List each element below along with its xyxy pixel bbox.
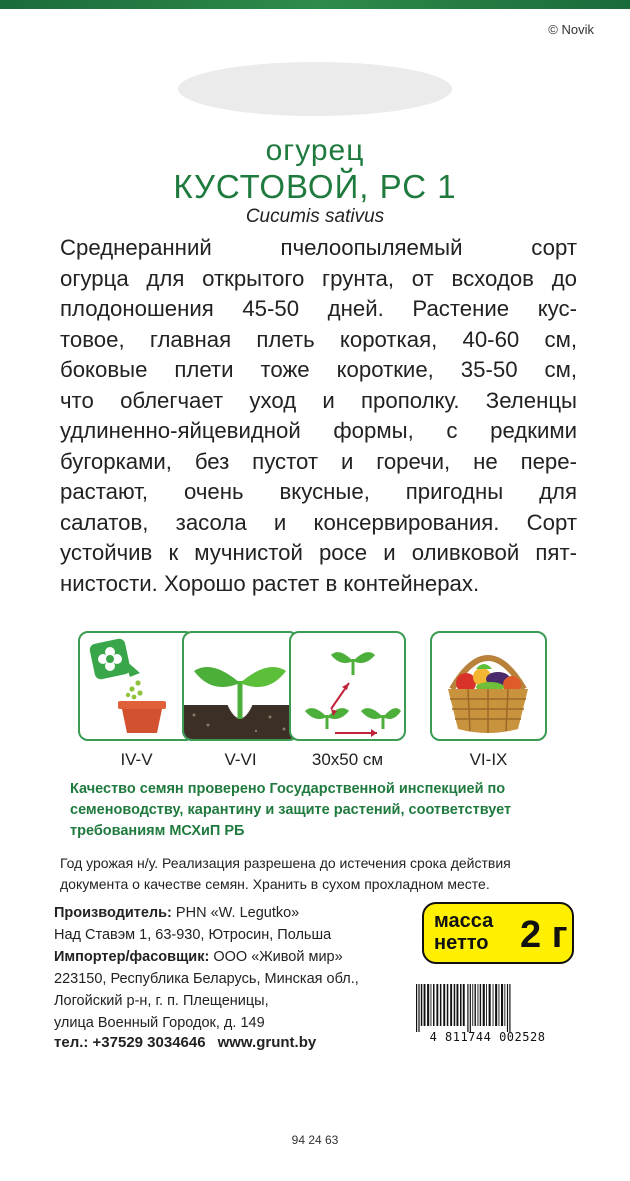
description <box>60 233 577 599</box>
description-line: растают, очень вкусные, пригодны для <box>60 479 577 504</box>
barcode-bar <box>443 984 445 1026</box>
importer-address-line: Логойский р-н, г. п. Плещеницы, <box>54 993 269 1009</box>
barcode-bar <box>436 984 438 1026</box>
planting-scheme-label: 30x50 см <box>311 750 384 769</box>
planting-scheme-icon <box>289 631 406 741</box>
barcode-number: 4 811744 002528 <box>429 1030 546 1044</box>
description-line: салатов, засола и консервирования. Сорт <box>60 509 577 535</box>
copyright: © Novik <box>548 22 594 37</box>
barcode-bar <box>507 984 508 1032</box>
barcode-bar <box>431 984 432 1026</box>
barcode-bar <box>416 984 417 1032</box>
website: www.grunt.by <box>217 1034 317 1051</box>
producer-info <box>54 902 404 1034</box>
barcode-bar <box>460 984 462 1026</box>
harvest-period-label: VI-IX <box>469 750 508 769</box>
phone: тел.: +37529 3034646 <box>54 1034 206 1051</box>
barcode-bar <box>433 984 435 1026</box>
barcode-bar <box>467 984 468 1032</box>
description-line: товое, главная плеть короткая, 40-60 см, <box>60 326 577 352</box>
barcode-bar <box>483 984 485 1026</box>
seedling-icon <box>182 631 299 741</box>
seed-pot-icon <box>78 631 195 741</box>
product-latin-name: Cucumis sativus <box>245 206 385 227</box>
barcode-bar <box>509 984 510 1032</box>
barcode-bar <box>424 984 426 1026</box>
barcode-bar <box>421 984 423 1026</box>
barcode-bar <box>454 984 456 1026</box>
barcode-bar <box>475 984 476 1026</box>
barcode-bar <box>486 984 487 1026</box>
transplant-period-label: V-VI <box>224 750 257 769</box>
barcode-bar <box>427 984 429 1026</box>
mass-word-2: нетто <box>434 932 489 954</box>
barcode-bar <box>499 984 500 1026</box>
description-line: плодоношения 45-50 дней. Растение кус- <box>60 296 577 321</box>
barcode-bar <box>495 984 497 1026</box>
description-line: бугорками, без пустот и горечи, не пере- <box>60 448 577 474</box>
producer-value: PHN «W. Legutko» <box>175 905 300 921</box>
barcode-bar <box>493 984 494 1026</box>
barcode-bar <box>440 984 442 1026</box>
product-name: КУСТОВОЙ, РС 1 <box>173 168 457 205</box>
sowing-period-label: IV-V <box>120 750 153 769</box>
description-line: боковые плети тоже короткие, 35-50 см, <box>60 357 577 382</box>
barcode-bar <box>478 984 479 1026</box>
producer-label: Производитель: <box>54 905 172 921</box>
barcode-bar <box>447 984 449 1026</box>
barcode-bar <box>472 984 473 1026</box>
barcode-bar <box>489 984 491 1026</box>
product-kind: огурец <box>265 134 365 167</box>
barcode-bar <box>501 984 503 1026</box>
mass-value: 2 г <box>520 914 568 956</box>
producer-address: Над Ставэм 1, 63-930, Ютросин, Польша <box>54 927 332 943</box>
description-line: что облегчает уход и прополку. Зеленцы <box>60 387 577 413</box>
importer-value: ООО «Живой мир» <box>213 949 343 965</box>
description-line: устойчив к мучнистой росе и оливковой пят- <box>60 540 577 565</box>
contact-line <box>54 1034 414 1051</box>
importer-address-line: улица Военный Городок, д. 149 <box>54 1015 265 1031</box>
description-line: огурца для открытого грунта, от всходов до <box>60 265 577 291</box>
harvest-note: Год урожая н/у. Реализация разрешена до истечения срока действия документа о качестве семян. Хранить в сухом прохладном месте. <box>60 855 511 892</box>
harvest-basket-icon <box>430 631 547 741</box>
barcode-bar <box>418 984 419 1032</box>
mass-word-1: масса <box>434 910 494 932</box>
net-mass-badge <box>422 902 574 964</box>
window-oval <box>178 62 452 116</box>
barcode-bar <box>504 984 505 1026</box>
quality-statement: Качество семян проверено Государственной инспекцией по семеноводству, карантину и защите растений, соответствует требованиям МСХиП РБ <box>70 781 512 839</box>
barcode-bar <box>450 984 452 1026</box>
description-line: Среднеранний пчелоопыляемый сорт <box>60 235 577 260</box>
importer-label: Импортер/фасовщик: <box>54 949 210 965</box>
barcode-bar <box>470 984 471 1032</box>
importer-address-line: 223150, Республика Беларусь, Минская обл., <box>54 971 359 987</box>
barcode-bar <box>480 984 481 1026</box>
top-stripe <box>0 0 630 9</box>
description-line: удлиненно-яйцевидной формы, с редкими <box>60 418 577 443</box>
description-line: нистости. Хорошо растет в контейнерах. <box>60 570 480 596</box>
barcode-bar <box>463 984 465 1026</box>
barcode-bar <box>457 984 459 1026</box>
print-code: 94 24 63 <box>291 1133 339 1147</box>
